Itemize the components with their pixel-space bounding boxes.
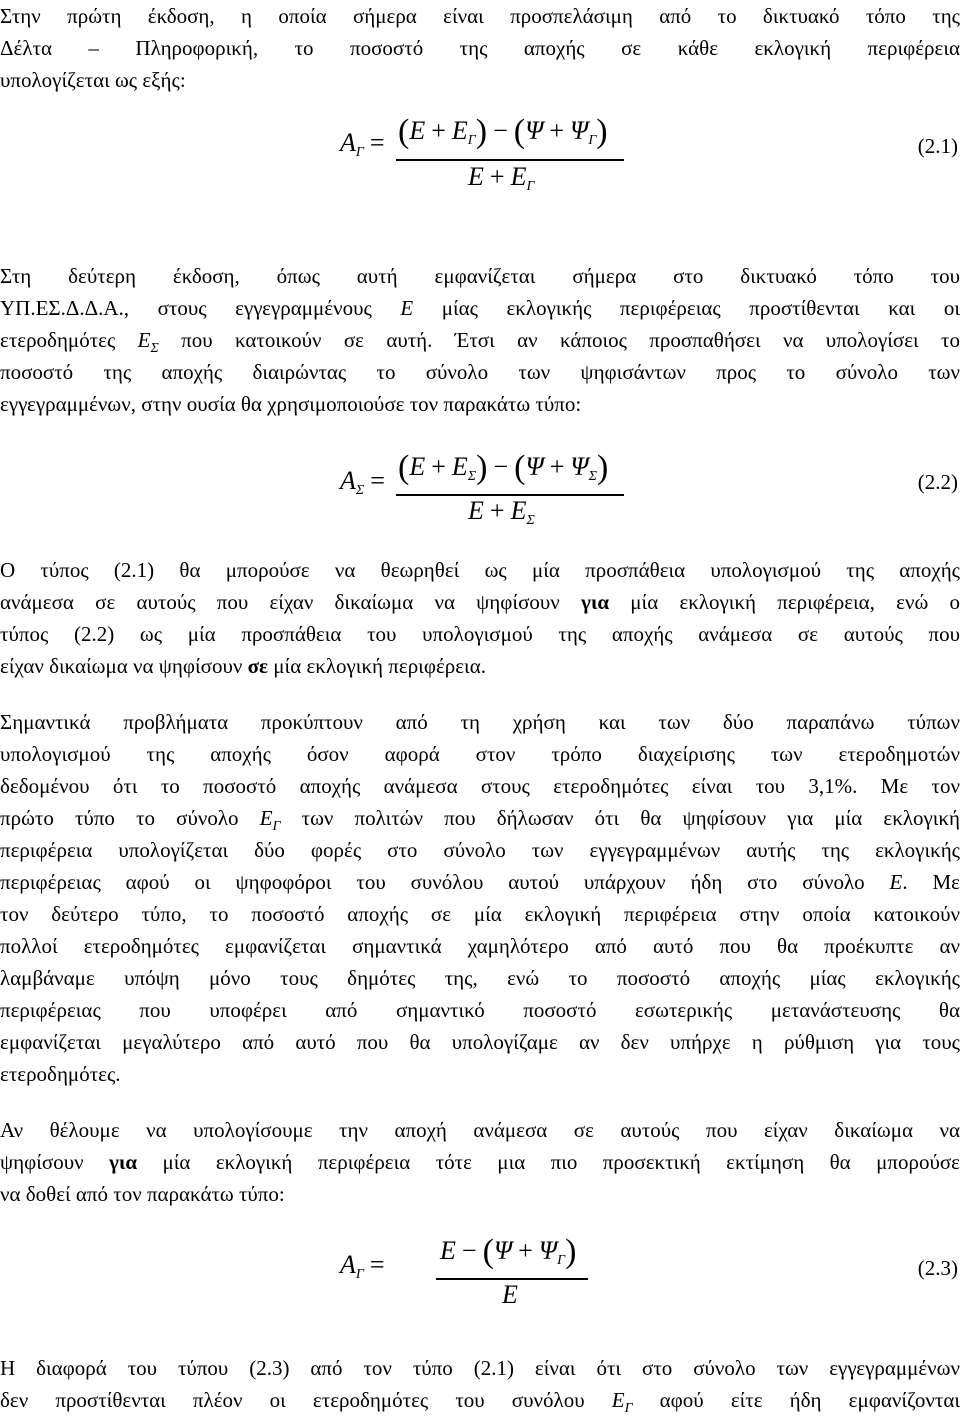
- eq1-fraction-bar: [396, 159, 624, 161]
- paragraph-4-line-10: περιφέρειας που υποφέρει από σημαντικό ποσοστό εσωτερικής μετανάστευσης θα: [0, 998, 960, 1022]
- eq3-label: (2.3): [917, 1256, 958, 1280]
- paragraph-4-line-1: Σημαντικά προβλήματα προκύπτουν από τη χρήση και των δύο παραπάνω τύπων: [0, 710, 960, 734]
- eq2-numerator: (E + EΣ) − (Ψ + ΨΣ): [398, 449, 609, 486]
- eq1-numerator: (E + EΓ) − (Ψ + ΨΓ): [398, 113, 608, 150]
- paragraph-3-line-3: τύπος (2.2) ως μία προσπάθεια του υπολογισμού της αποχής ανάμεσα σε αυτούς που: [0, 622, 960, 646]
- eq2-label: (2.2): [917, 470, 958, 494]
- eq1-label: (2.1): [917, 134, 958, 158]
- paragraph-1-line-3: υπολογίζεται ως εξής:: [0, 68, 186, 92]
- eq3-numerator: E − (Ψ + ΨΓ): [440, 1233, 577, 1270]
- paragraph-3-line-1: Ο τύπος (2.1) θα μπορούσε να θεωρηθεί ως μία προσπάθεια υπολογισμού της αποχής: [0, 558, 960, 582]
- eq2-denominator: E + EΣ: [468, 496, 535, 528]
- paragraph-2-line-3: ετεροδημότες $E_\Sigma$ που κατοικούν σε αυτή. Έτσι αν κάποιος προσπαθήσει να υπολογίσει το: [0, 328, 960, 356]
- paragraph-4-line-6: περιφέρειας αφού οι ψηφοφόροι του συνόλου αυτού υπάρχουν ήδη στο σύνολο Ε. Με: [0, 870, 960, 894]
- eq2-lhs: AΣ =: [340, 466, 385, 498]
- paragraph-4-line-3: δεδομένου ότι το ποσοστό αποχής ανάμεσα στους ετεροδημότες είναι του 3,1%. Με τον: [0, 774, 960, 798]
- paragraph-4-line-11: εμφανίζεται μεγαλύτερο από αυτό που θα υπολογίζαμε αν δεν υπήρχε η ρύθμιση για τους: [0, 1030, 960, 1054]
- eq1-lhs: AΓ =: [340, 128, 385, 160]
- paragraph-4-line-7: τον δεύτερο τύπο, το ποσοστό αποχής σε μία εκλογική περιφέρεια στην οποία κατοικούν: [0, 902, 960, 926]
- paragraph-4-line-12: ετεροδημότες.: [0, 1062, 121, 1086]
- paragraph-5-line-2: ψηφίσουν για μία εκλογική περιφέρεια τότε μια πιο προσεκτική εκτίμηση θα μπορούσε: [0, 1150, 960, 1174]
- paragraph-4-line-8: πολλοί ετεροδημότες εμφανίζεται σημαντικά χαμηλότερο από αυτό που θα προέκυπτε αν: [0, 934, 960, 958]
- paragraph-2-line-4: ποσοστό της αποχής διαιρώντας το σύνολο των ψηφισάντων προς το σύνολο των: [0, 360, 960, 384]
- paragraph-6-line-2: δεν προστίθενται πλέον οι ετεροδημότες του συνόλου $E_\Gamma$ αφού είτε ήδη εμφανίζονται: [0, 1388, 960, 1416]
- eq3-lhs: AΓ =: [340, 1250, 385, 1282]
- paragraph-1-line-1: Στην πρώτη έκδοση, η οποία σήμερα είναι προσπελάσιμη από το δικτυακό τόπο της: [0, 4, 960, 28]
- paragraph-2-line-2: ΥΠ.ΕΣ.Δ.Δ.Α., στους εγγεγραμμένους Ε μίας εκλογικής περιφέρειας προστίθενται και οι: [0, 296, 960, 320]
- paragraph-5-line-1: Αν θέλουμε να υπολογίσουμε την αποχή ανάμεσα σε αυτούς που είχαν δικαίωμα να: [0, 1118, 960, 1142]
- paragraph-2-line-5: εγγεγραμμένων, στην ουσία θα χρησιμοποιούσε τον παρακάτω τύπο:: [0, 392, 582, 416]
- paragraph-3-line-2: ανάμεσα σε αυτούς που είχαν δικαίωμα να ψηφίσουν για μία εκλογική περιφέρεια, ενώ ο: [0, 590, 960, 614]
- paragraph-4-line-2: υπολογισμού της αποχής όσον αφορά στον τρόπο διαχείρισης των ετεροδημοτών: [0, 742, 960, 766]
- paragraph-5-line-3: να δοθεί από τον παρακάτω τύπο:: [0, 1182, 285, 1206]
- eq3-denominator: E: [502, 1280, 518, 1309]
- paragraph-6-line-1: Η διαφορά του τύπου (2.3) από τον τύπο (2.1) είναι ότι στο σύνολο των εγγεγραμμένων: [0, 1356, 960, 1380]
- eq1-denominator: E + EΓ: [468, 162, 535, 194]
- paragraph-2-line-1: Στη δεύτερη έκδοση, όπως αυτή εμφανίζεται σήμερα στο δικτυακό τόπο του: [0, 264, 960, 288]
- paragraph-3-line-4: είχαν δικαίωμα να ψηφίσουν σε μία εκλογική περιφέρεια.: [0, 654, 486, 678]
- paragraph-4-line-5: περιφέρεια υπολογίζεται δύο φορές στο σύνολο των εγγεγραμμένων αυτής της εκλογικής: [0, 838, 960, 862]
- paragraph-4-line-9: λαμβάναμε υπόψη μόνο τους δημότες της, ενώ το ποσοστό αποχής μίας εκλογικής: [0, 966, 960, 990]
- paragraph-4-line-4: πρώτο τύπο το σύνολο $E_\Gamma$ των πολιτών που δήλωσαν ότι θα ψηφίσουν για μία εκλογική: [0, 806, 960, 834]
- paragraph-1-line-2: Δέλτα – Πληροφορική, το ποσοστό της αποχής σε κάθε εκλογική περιφέρεια: [0, 36, 960, 60]
